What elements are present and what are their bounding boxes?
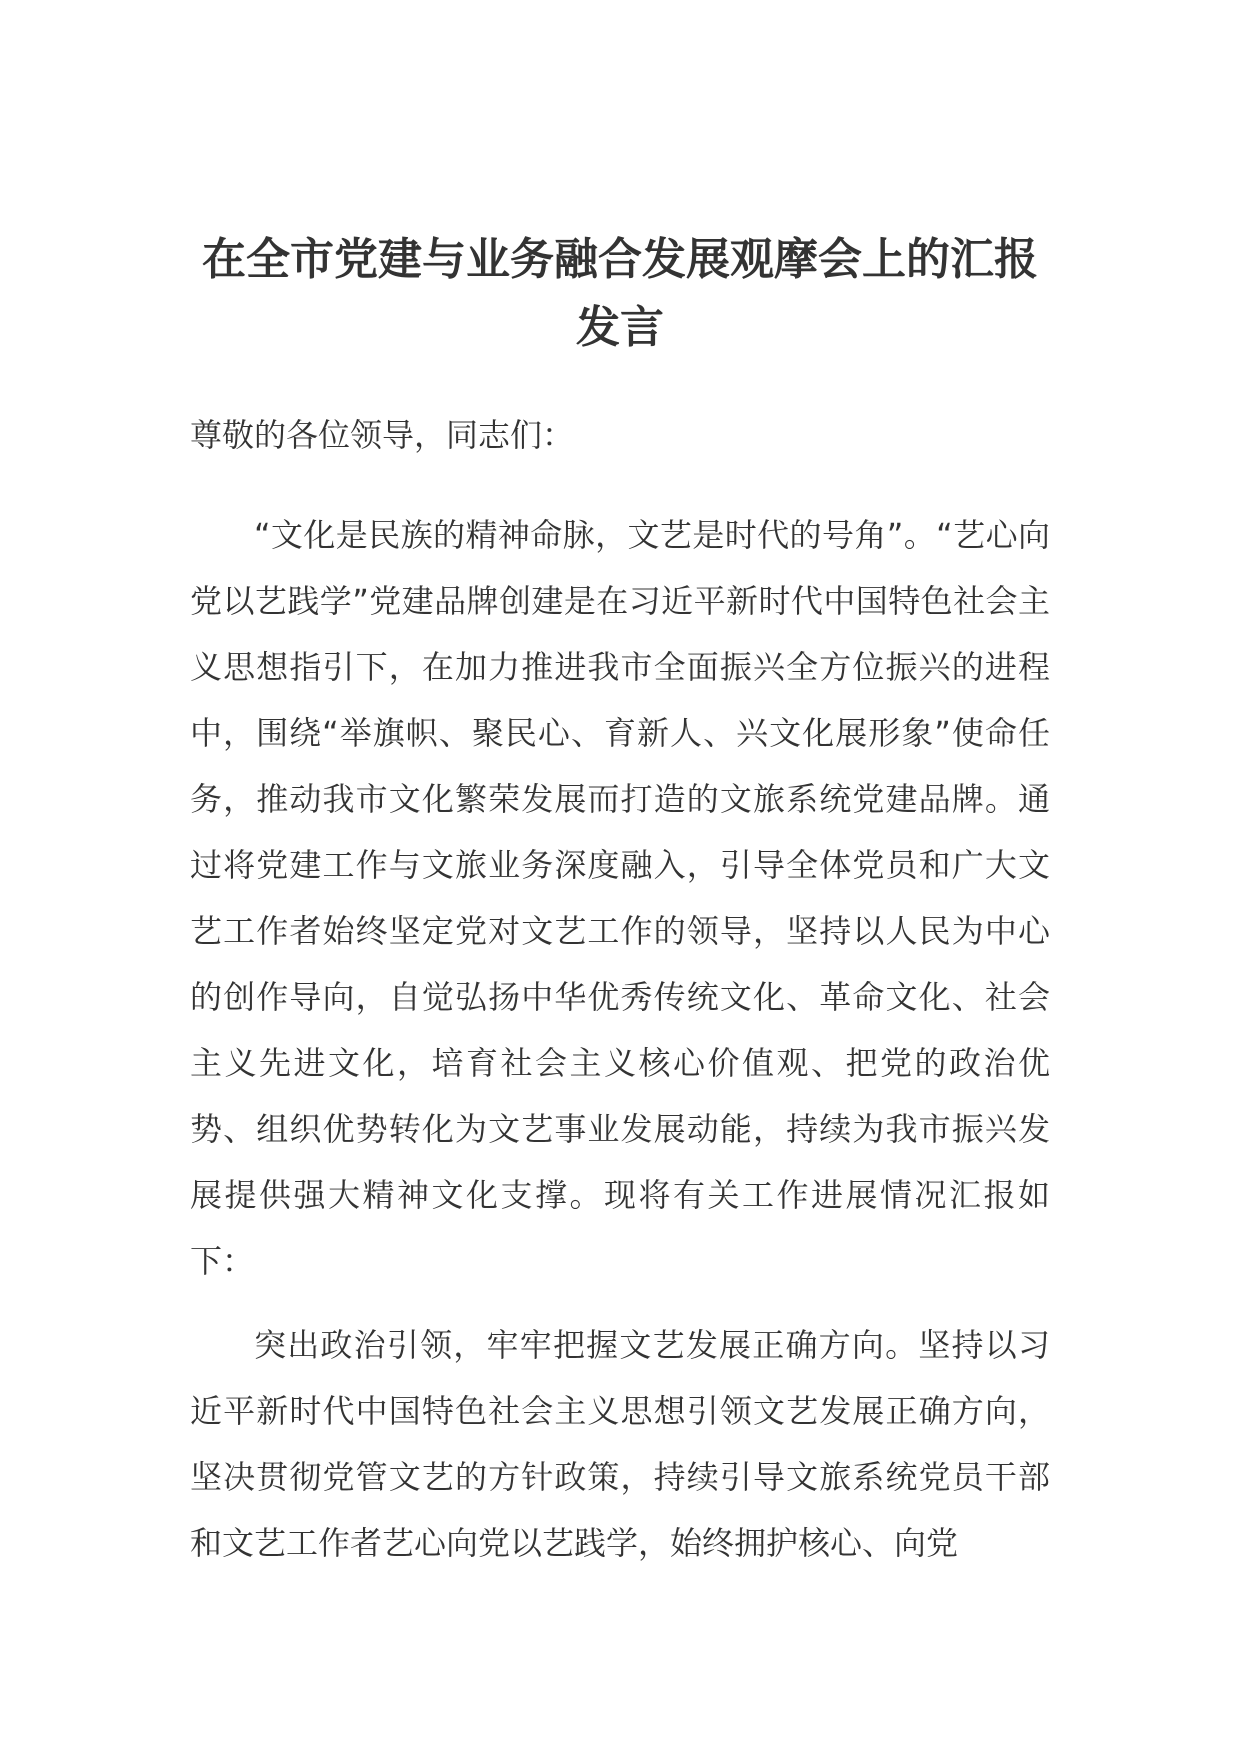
- body-paragraph: “文化是民族的精神命脉，文艺是时代的号角”。“艺心向党以艺践学”党建品牌创建是在习近平新时代中国特色社会主义思想指引下，在加力推进我市全面振兴全方位振兴的进程中，围绕“举旗帜、聚民心、育新人、兴文化展形象”使命任务，推动我市文化繁荣发展而打造的文旅系统党建品牌。通过将党建工作与文旅业务深度融入，引导全体党员和广大文艺工作者始终坚定党对文艺工作的领导，坚持以人民为中心的创作导向，自觉弘扬中华优秀传统文化、革命文化、社会主义先进文化，培育社会主义核心价值观、把党的政治优势、组织优势转化为文艺事业发展动能，持续为我市振兴发展提供强大精神文化支撑。现将有关工作进展情况汇报如下：: [190, 516, 1050, 1280]
- body-paragraph: 突出政治引领，牢牢把握文艺发展正确方向。坚持以习近平新时代中国特色社会主义思想引领文艺发展正确方向，坚决贯彻党管文艺的方针政策，持续引导文旅系统党员干部和文艺工作者艺心向党以艺践学，始终拥护核心、向党: [190, 1326, 1050, 1562]
- salutation: 尊敬的各位领导，同志们：: [190, 416, 575, 454]
- document-title: 在全市党建与业务融合发展观摩会上的汇报发言: [202, 234, 1038, 353]
